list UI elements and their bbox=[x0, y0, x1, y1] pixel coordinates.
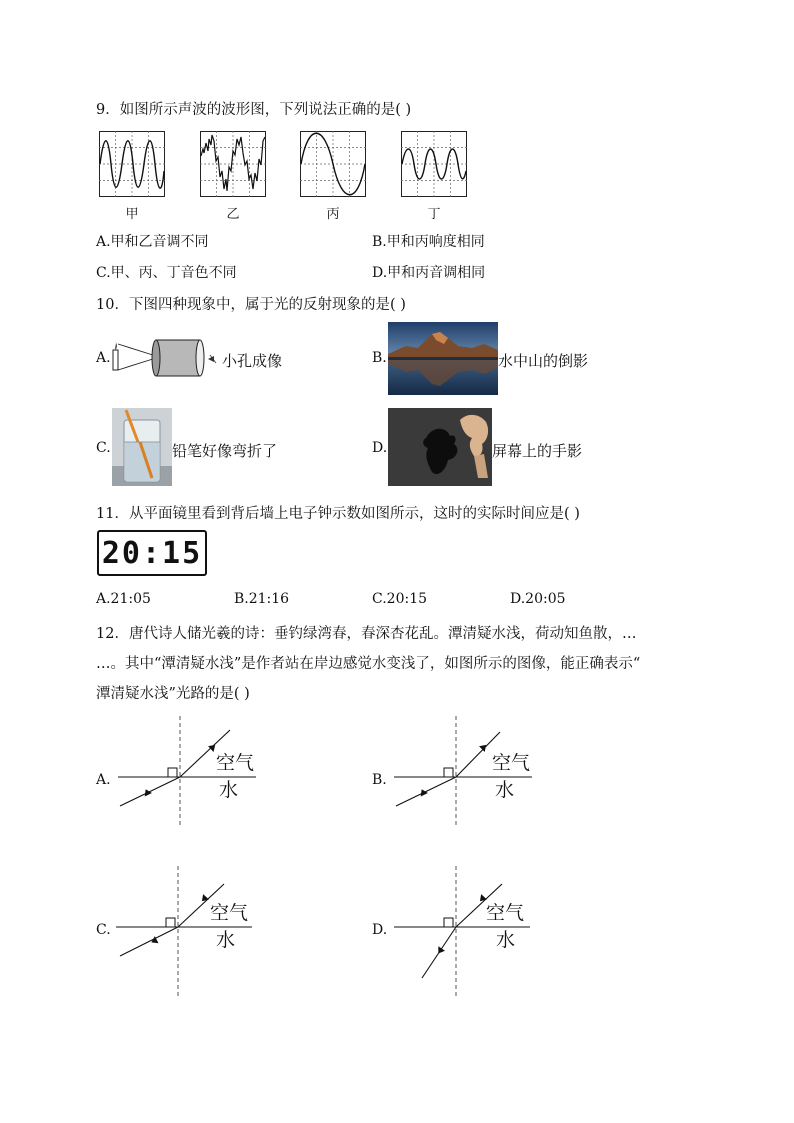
q11-option-c[interactable]: C.20:15 bbox=[372, 591, 428, 607]
q10-option-b-letter[interactable]: B. bbox=[372, 350, 387, 366]
pencil-in-water-photo bbox=[112, 408, 172, 486]
q12-option-b-letter[interactable]: B. bbox=[372, 772, 387, 788]
q10-option-d-letter[interactable]: D. bbox=[372, 440, 388, 456]
water-label-c: 水 bbox=[216, 929, 236, 951]
q10-option-c-text: 铅笔好像弯折了 bbox=[172, 442, 278, 460]
q12-stem-line2: …。其中“潭清疑水浅”是作者站在岸边感觉水变浅了，如图所示的图像，能正确表示“ bbox=[96, 656, 641, 672]
q11-option-d[interactable]: D.20:05 bbox=[510, 591, 566, 607]
q9-option-c[interactable]: C.甲、丙、丁音色不同 bbox=[96, 265, 237, 281]
hand-shadow-photo bbox=[388, 408, 492, 486]
air-label-b: 空气 bbox=[492, 752, 531, 774]
q10-option-d-text: 屏幕上的手影 bbox=[492, 442, 583, 460]
q12-stem-line1: 12．唐代诗人储光羲的诗：垂钓绿湾春，春深杏花乱。潭清疑水浅，荷动知鱼散，… bbox=[96, 626, 637, 642]
q10-option-a-letter[interactable]: A. bbox=[96, 350, 111, 366]
water-label-b: 水 bbox=[495, 779, 515, 801]
q10-option-c-letter[interactable]: C. bbox=[96, 440, 111, 456]
q11-option-a[interactable]: A.21:05 bbox=[96, 591, 151, 607]
caption-ding: 丁 bbox=[427, 207, 441, 222]
q10-stem: 10．下图四种现象中，属于光的反射现象的是( ) bbox=[96, 297, 406, 313]
waveform-ding bbox=[401, 131, 467, 197]
air-label-c: 空气 bbox=[210, 902, 249, 924]
caption-bing: 丙 bbox=[326, 207, 340, 222]
waveform-bing bbox=[300, 131, 366, 197]
q12-option-c-letter[interactable]: C. bbox=[96, 922, 111, 938]
caption-yi: 乙 bbox=[226, 207, 240, 222]
q9-option-b[interactable]: B.甲和丙响度相同 bbox=[372, 234, 485, 250]
mountain-reflection-photo bbox=[388, 322, 498, 395]
air-label-a: 空气 bbox=[216, 752, 255, 774]
q10-option-a-text: 小孔成像 bbox=[222, 352, 283, 370]
refraction-diagram-c bbox=[112, 864, 272, 998]
refraction-diagram-b bbox=[388, 712, 548, 832]
q12-stem-line3: 潭清疑水浅”光路的是( ) bbox=[96, 686, 250, 702]
refraction-diagram-a bbox=[112, 712, 272, 832]
waveform-yi bbox=[200, 131, 266, 197]
q9-option-a[interactable]: A.甲和乙音调不同 bbox=[96, 234, 209, 250]
q12-option-a-letter[interactable]: A. bbox=[96, 772, 111, 788]
clock-display: 20:15 bbox=[101, 535, 203, 571]
q11-option-b[interactable]: B.21:16 bbox=[234, 591, 290, 607]
water-label-a: 水 bbox=[219, 779, 239, 801]
caption-jia: 甲 bbox=[125, 207, 139, 222]
air-label-d: 空气 bbox=[486, 902, 525, 924]
water-label-d: 水 bbox=[496, 929, 516, 951]
q11-stem: 11．从平面镜里看到背后墙上电子钟示数如图所示，这时的实际时间应是( ) bbox=[96, 506, 580, 522]
waveform-jia bbox=[99, 131, 165, 197]
pinhole-camera-diagram bbox=[110, 332, 222, 380]
electronic-clock bbox=[97, 530, 207, 576]
q9-option-d[interactable]: D.甲和丙音调相同 bbox=[372, 265, 486, 281]
q12-option-d-letter[interactable]: D. bbox=[372, 922, 388, 938]
q10-option-b-text: 水中山的倒影 bbox=[498, 352, 589, 370]
refraction-diagram-d bbox=[388, 864, 548, 998]
q9-stem: 9．如图所示声波的波形图，下列说法正确的是( ) bbox=[96, 102, 412, 118]
